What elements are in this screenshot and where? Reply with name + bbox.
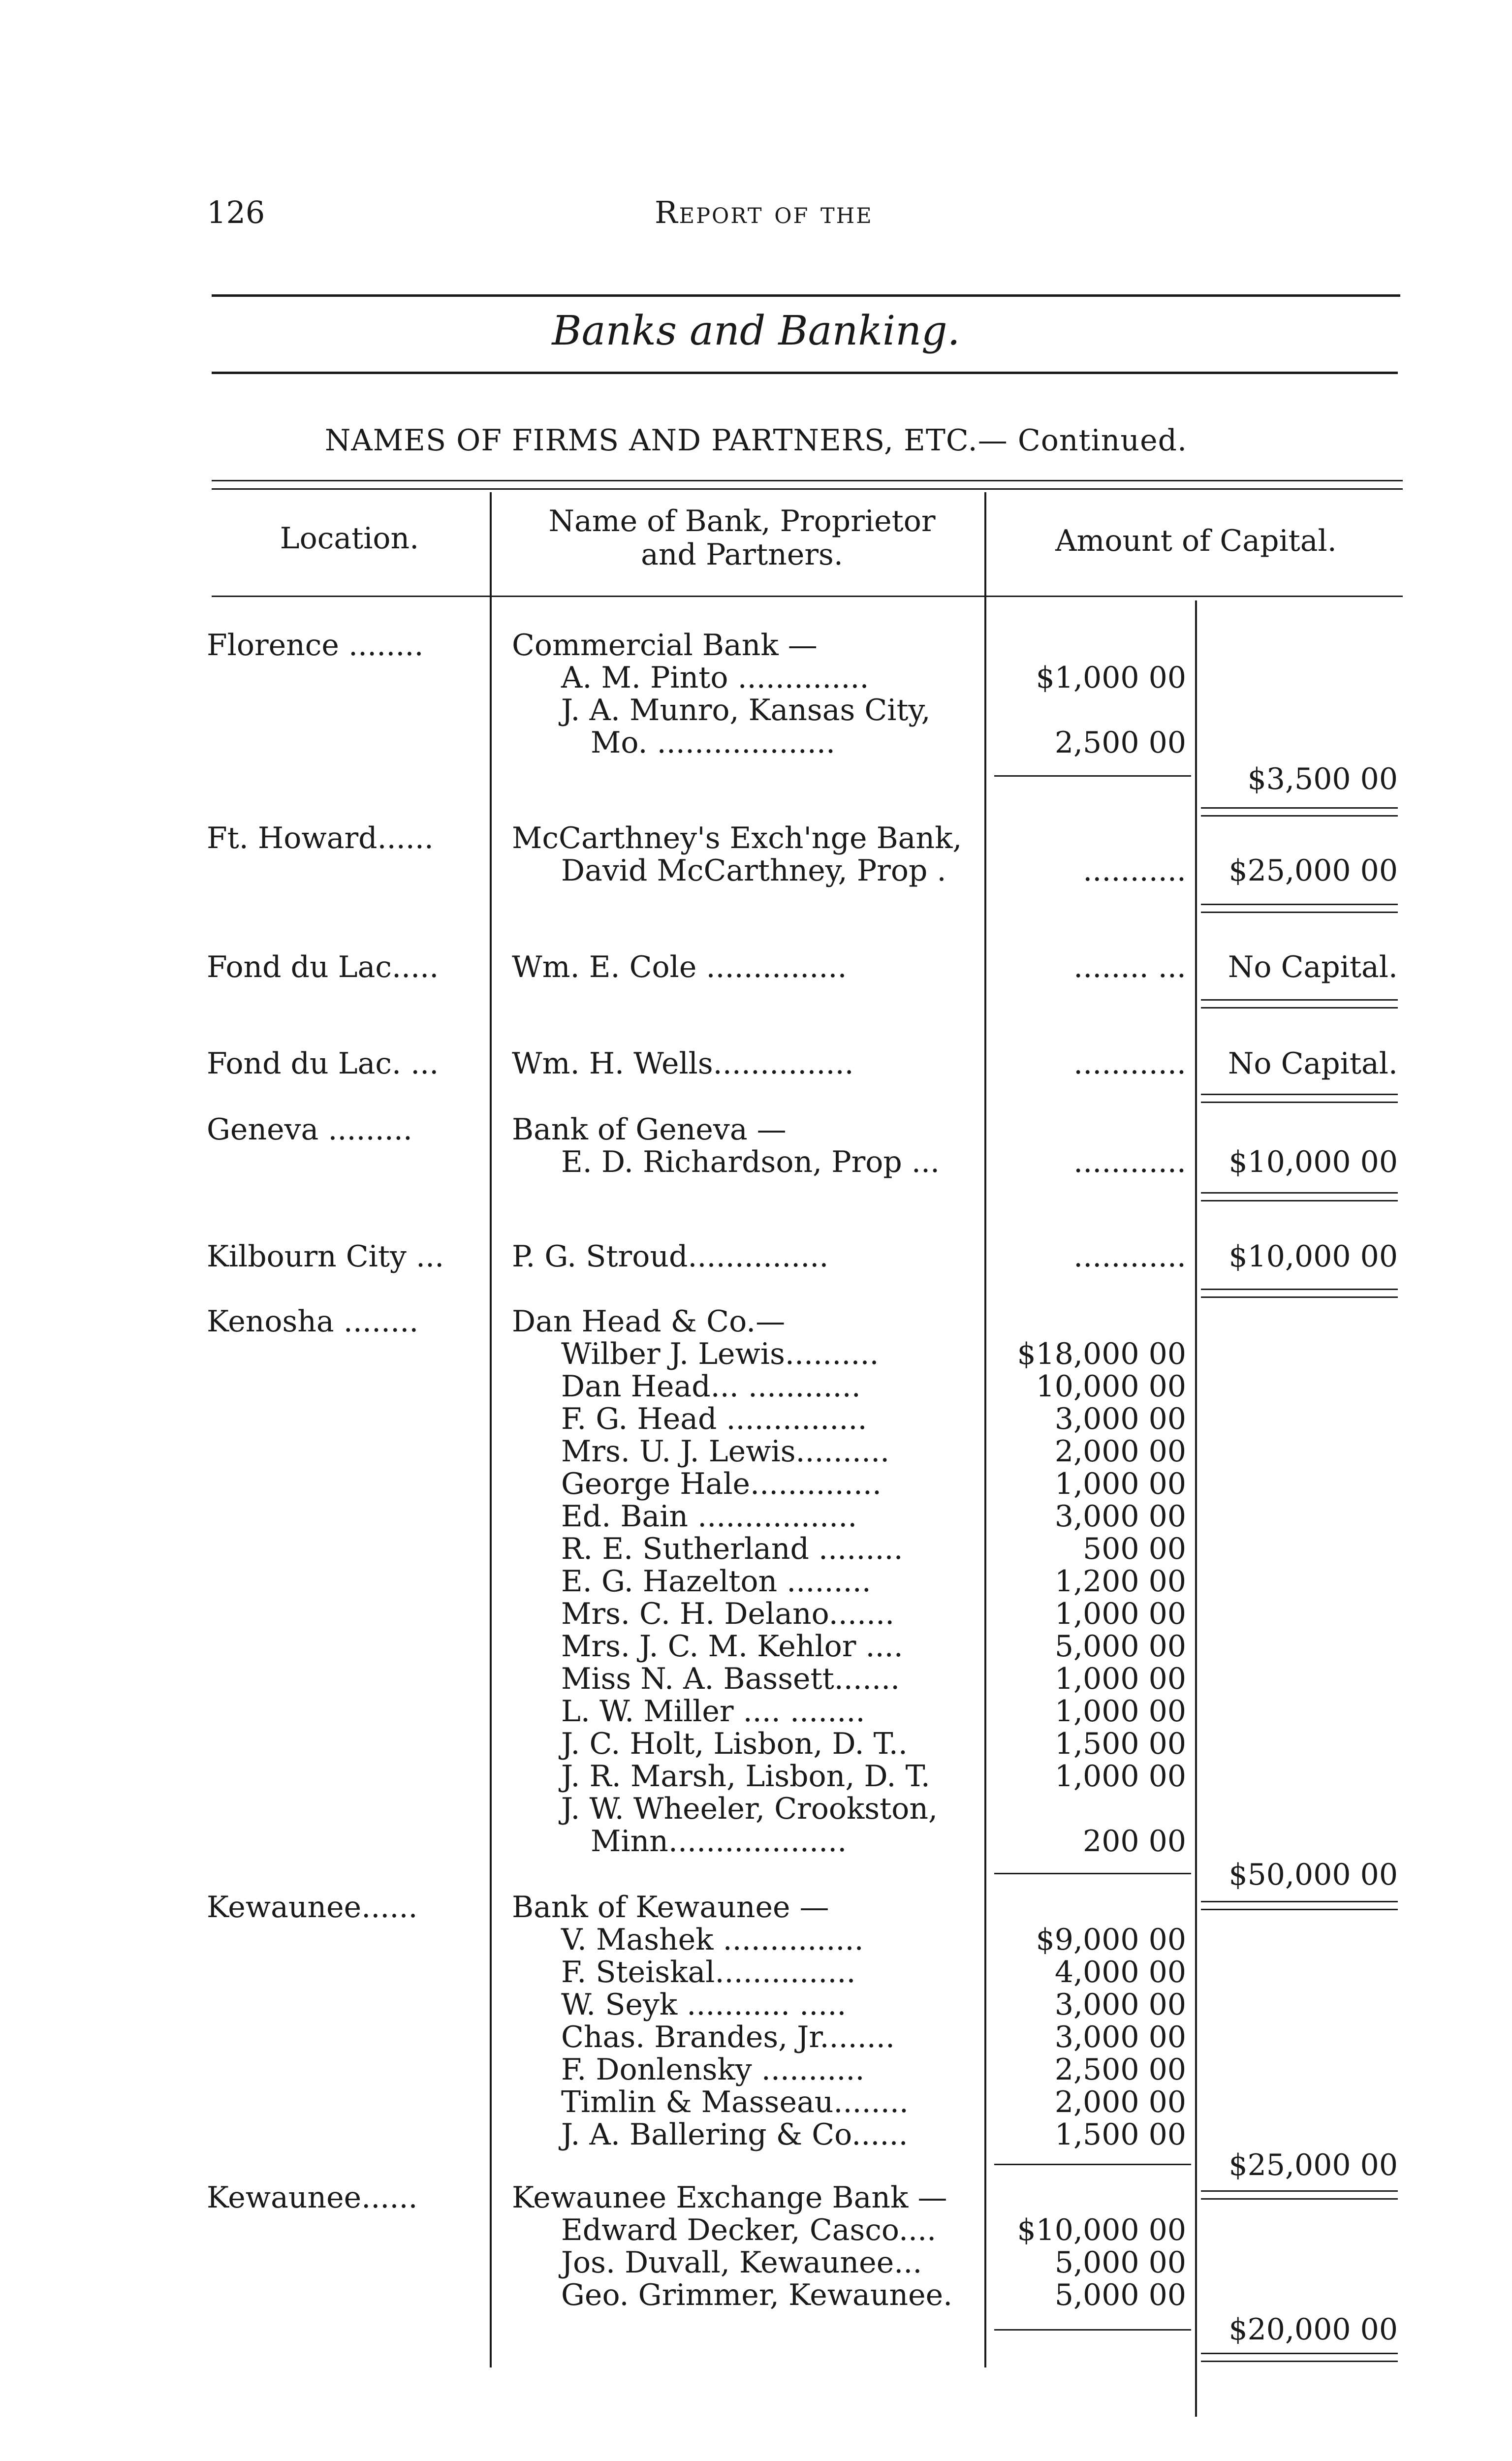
page-number: 126 [207, 194, 265, 230]
partner-row: V. Mashek ............... [561, 1923, 864, 1957]
bank-of-kewaunee: Bank of Kewaunee — [512, 1890, 829, 1925]
header-rule-bottom [212, 372, 1398, 374]
header-rule-top [212, 294, 1400, 297]
partner-amount: 5,000 00 [1054, 2245, 1186, 2280]
total-rule [1201, 807, 1398, 809]
table-rule-head-bottom [212, 596, 1403, 597]
table-rule-top-2 [212, 488, 1403, 490]
partner-row: L. W. Miller .... ........ [561, 1694, 865, 1729]
partner-amount: 1,500 00 [1054, 1727, 1186, 1761]
total-rule [1201, 1901, 1398, 1902]
bank-cole: Wm. E. Cole ............... [512, 950, 847, 984]
subtotal-rule [994, 775, 1191, 777]
leader-dots: ........... [1083, 853, 1186, 888]
partner-amount: 3,000 00 [1054, 1402, 1186, 1436]
partner-row: Dan Head... ............ [561, 1369, 861, 1404]
partner-row: E. D. Richardson, Prop ... [561, 1145, 940, 1179]
partner-row: F. G. Head ............... [561, 1402, 867, 1436]
partner-row: Geo. Grimmer, Kewaunee. [561, 2278, 953, 2312]
capital-total: No Capital. [1228, 1046, 1398, 1081]
partner-row: J. W. Wheeler, Crookston, [561, 1792, 938, 1826]
total-rule [1201, 1094, 1398, 1095]
partner-amount: 2,000 00 [1054, 2085, 1186, 2119]
capital-total: $25,000 00 [1228, 853, 1398, 888]
column-header-capital: Amount of Capital. [1055, 524, 1337, 558]
partner-row: George Hale.............. [561, 1467, 882, 1501]
partner-amount: 2,000 00 [1054, 1434, 1186, 1469]
column-header-name-line2: and Partners. [641, 537, 843, 572]
partner-amount: 1,500 00 [1054, 2117, 1186, 2152]
subtotal-rule [994, 2164, 1191, 2165]
subtotal-rule [994, 1873, 1191, 1874]
total-rule [1201, 1102, 1398, 1103]
capital-total: $3,500 00 [1247, 762, 1398, 796]
location-ft-howard: Ft. Howard...... [207, 821, 434, 855]
location-fond-du-lac: Fond du Lac. ... [207, 1046, 439, 1081]
column-header-name-line1: Name of Bank, Proprietor [548, 504, 936, 538]
partner-amount: 500 00 [1083, 1532, 1186, 1566]
partner-amount: 1,000 00 [1054, 1662, 1186, 1696]
leader-dots: ............ [1073, 1239, 1186, 1274]
partner-amount: $9,000 00 [1036, 1923, 1186, 1957]
partner-row: A. M. Pinto .............. [561, 661, 869, 695]
partner-amount: 5,000 00 [1054, 2278, 1186, 2312]
total-rule [1201, 1192, 1398, 1194]
partner-row: Jos. Duvall, Kewaunee... [561, 2245, 922, 2280]
partner-amount: 2,500 00 [1054, 2052, 1186, 2087]
partner-amount: 200 00 [1083, 1824, 1186, 1859]
total-rule [1201, 912, 1398, 913]
total-rule [1201, 1296, 1398, 1298]
partner-row: J. C. Holt, Lisbon, D. T.. [561, 1727, 908, 1761]
total-rule [1201, 2353, 1398, 2354]
total-rule [1201, 815, 1398, 817]
leader-dots: ............ [1073, 1046, 1186, 1081]
capital-total: $20,000 00 [1228, 2312, 1398, 2347]
bank-wells: Wm. H. Wells............... [512, 1046, 854, 1081]
partner-amount: 1,000 00 [1054, 1759, 1186, 1794]
partner-row: R. E. Sutherland ......... [561, 1532, 903, 1566]
running-head: Report of the [655, 194, 873, 230]
partner-row: J. A. Munro, Kansas City, [561, 693, 931, 727]
partner-amount: $1,000 00 [1036, 661, 1186, 695]
partner-row: F. Donlensky ........... [561, 2052, 865, 2087]
partner-amount: 1,000 00 [1054, 1694, 1186, 1729]
partner-amount: 2,500 00 [1054, 726, 1186, 760]
total-rule [1201, 2198, 1398, 2200]
partner-amount: 3,000 00 [1054, 2020, 1186, 2054]
capital-total: $25,000 00 [1228, 2148, 1398, 2182]
bank-commercial: Commercial Bank — [512, 628, 818, 663]
location-kilbourn-city: Kilbourn City ... [207, 1239, 444, 1274]
partner-row: Wilber J. Lewis.......... [561, 1337, 879, 1371]
total-rule [1201, 1200, 1398, 1201]
location-florence: Florence ........ [207, 628, 424, 663]
partner-amount: 1,000 00 [1054, 1597, 1186, 1631]
column-separator-2 [984, 492, 986, 2367]
partner-amount: $18,000 00 [1017, 1337, 1186, 1371]
leader-dots: ............ [1073, 1145, 1186, 1179]
partner-amount: 1,200 00 [1054, 1564, 1186, 1599]
capital-total: No Capital. [1228, 950, 1398, 984]
total-rule [1201, 2361, 1398, 2362]
column-separator-3 [1195, 600, 1197, 2417]
bank-geneva: Bank of Geneva — [512, 1112, 787, 1147]
total-rule [1201, 904, 1398, 905]
capital-total: $10,000 00 [1228, 1145, 1398, 1179]
partner-row: Mrs. C. H. Delano....... [561, 1597, 895, 1631]
total-rule [1201, 1289, 1398, 1290]
partner-row: Miss N. A. Bassett....... [561, 1662, 900, 1696]
partner-row: W. Seyk ........... ..... [561, 1988, 847, 2022]
location-kewaunee: Kewaunee...... [207, 1890, 418, 1925]
bank-mccarthney: McCarthney's Exch'nge Bank, [512, 821, 962, 855]
list-heading: NAMES OF FIRMS AND PARTNERS, ETC.— Continued. [324, 423, 1188, 458]
column-header-location: Location. [280, 521, 419, 556]
leader-dots: ........ ... [1073, 950, 1186, 984]
total-rule [1201, 2190, 1398, 2192]
partner-row: J. R. Marsh, Lisbon, D. T. [561, 1759, 930, 1794]
location-kewaunee: Kewaunee...... [207, 2180, 418, 2215]
column-header-name [500, 505, 984, 571]
partner-row: F. Steiskal............... [561, 1955, 856, 1989]
partner-row: E. G. Hazelton ......... [561, 1564, 871, 1599]
partner-amount: 3,000 00 [1054, 1499, 1186, 1534]
partner-row: Minn................... [591, 1824, 847, 1859]
capital-total: $50,000 00 [1228, 1858, 1398, 1892]
partner-row: Mo. ................... [591, 726, 836, 760]
partner-row: Edward Decker, Casco.... [561, 2213, 937, 2247]
total-rule [1201, 999, 1398, 1001]
table-rule-top-1 [212, 480, 1403, 481]
partner-amount: 3,000 00 [1054, 1988, 1186, 2022]
partner-row: David McCarthney, Prop . [561, 853, 946, 888]
location-fond-du-lac: Fond du Lac..... [207, 950, 439, 984]
location-kenosha: Kenosha ........ [207, 1304, 419, 1339]
partner-row: J. A. Ballering & Co...... [561, 2117, 908, 2152]
total-rule [1201, 1909, 1398, 1910]
partner-amount: 5,000 00 [1054, 1629, 1186, 1664]
partner-amount: 10,000 00 [1036, 1369, 1186, 1404]
total-rule [1201, 1007, 1398, 1009]
subtotal-rule [994, 2329, 1191, 2331]
partner-amount: 4,000 00 [1054, 1955, 1186, 1989]
partner-row: Chas. Brandes, Jr........ [561, 2020, 895, 2054]
capital-total: $10,000 00 [1228, 1239, 1398, 1274]
location-geneva: Geneva ......... [207, 1112, 412, 1147]
partner-row: Mrs. U. J. Lewis.......... [561, 1434, 890, 1469]
bank-dan-head: Dan Head & Co.— [512, 1304, 786, 1339]
partner-amount: 1,000 00 [1054, 1467, 1186, 1501]
bank-kewaunee-exchange: Kewaunee Exchange Bank — [512, 2180, 947, 2215]
column-separator-1 [490, 492, 492, 2367]
section-title: Banks and Banking. [552, 308, 960, 354]
partner-amount: $10,000 00 [1017, 2213, 1186, 2247]
partner-row: Timlin & Masseau........ [561, 2085, 909, 2119]
partner-row: Ed. Bain ................. [561, 1499, 857, 1534]
partner-row: Mrs. J. C. M. Kehlor .... [561, 1629, 903, 1664]
bank-stroud: P. G. Stroud............... [512, 1239, 829, 1274]
